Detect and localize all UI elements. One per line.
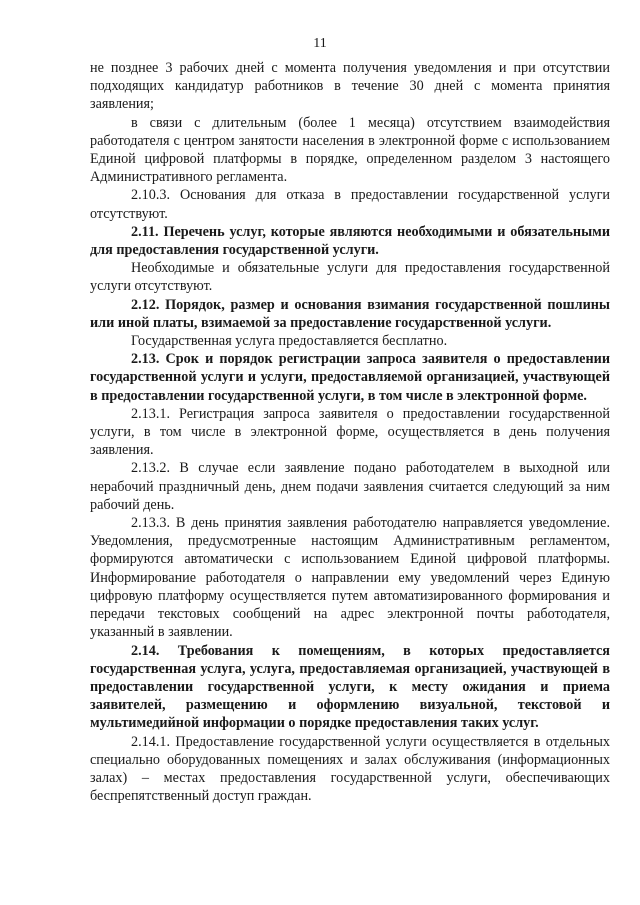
section-heading: 2.12. Порядок, размер и основания взимания государственной пошлины или иной платы, взимаемой за предоставление государственной услуги.: [90, 296, 610, 331]
paragraph: 2.13.2. В случае если заявление подано работодателем в выходной или нерабочий праздничный день, днем подачи заявления считается следующий за ним рабочий день.: [90, 460, 610, 513]
paragraph: в связи с длительным (более 1 месяца) отсутствием взаимодействия работодателя с центром занятости населения в электронной форме с использованием Единой цифровой платформы в порядке, определенном разделом 3 настоящего Административного регламента.: [90, 114, 610, 186]
paragraph: Государственная услуга предоставляется бесплатно.: [131, 333, 448, 350]
paragraph-continuation: не позднее 3 рабочих дней с момента получения уведомления и при отсутствии подходящих кандидатур работников в течение 30 дней с момента принятия заявления;: [90, 60, 610, 113]
paragraph: 2.13.1. Регистрация запроса заявителя о предоставлении государственной услуги, в том числе в электронной форме, осуществляется в день получения заявления.: [90, 405, 610, 459]
section-heading: 2.11. Перечень услуг, которые являются необходимыми и обязательными для предоставления государственной услуги.: [90, 223, 610, 259]
section-heading: 2.14. Требования к помещениям, в которых предоставляется государственная услуга, услуга, предоставляемая организацией, участвующей в предоставлении государственной услуги, к месту ожидания и приема заявителей, размещению и оформлению визуальной, текстовой и мультимедийной информации о порядке предоставления таких услуг.: [90, 642, 610, 732]
paragraph: 2.10.3. Основания для отказа в предоставлении государственной услуги отсутствуют.: [90, 187, 610, 222]
paragraph: 2.13.3. В день принятия заявления работодателю направляется уведомление. Уведомления, предусмотренные настоящим Административным регламентом, формируются автоматически с использованием Единой цифровой платформы. Информирование работодателя о направлении ему уведомлений через Единую цифровую платформу осуществляется путем автоматизированного формирования и передачи текстовых сообщений на адрес электронной почты работодателя, указанный в заявлении.: [90, 515, 610, 641]
paragraph: 2.14.1. Предоставление государственной услуги осуществляется в отдельных специально оборудованных помещениях и залах обслуживания (информационных залах) – местах предоставления государственной услуги, обеспечивающих беспрепятственный доступ граждан.: [90, 733, 610, 805]
page-number: 11: [313, 36, 327, 51]
document-body: [90, 59, 610, 805]
section-heading: 2.13. Срок и порядок регистрации запроса заявителя о предоставлении государственной услуги и услуги, предоставляемой организацией, участвующей в предоставлении государственной услуги, в том числе в электронной форме.: [90, 351, 610, 404]
paragraph: Необходимые и обязательные услуги для предоставления государственной услуги отсутствуют.: [90, 260, 610, 295]
